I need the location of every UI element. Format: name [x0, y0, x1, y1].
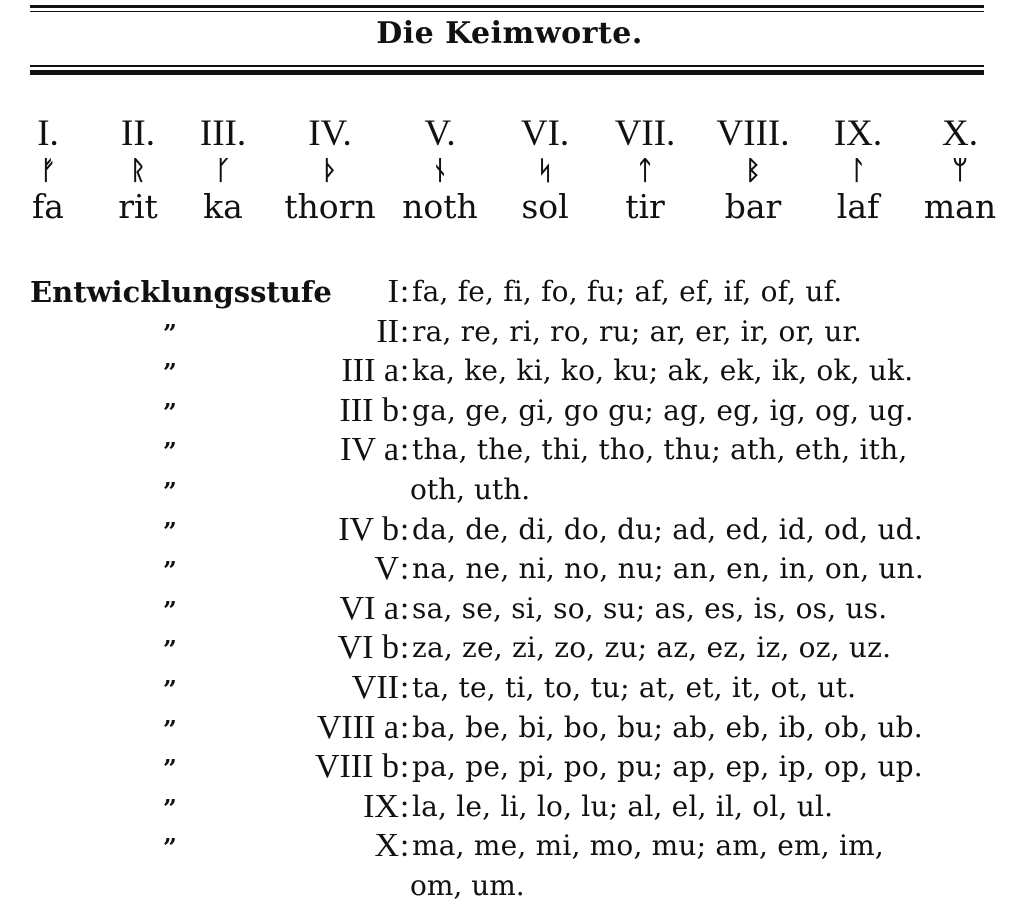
rune-column: [385, 112, 495, 228]
stage-number: VIII b: [314, 748, 399, 785]
stage-colon: :: [400, 710, 410, 746]
ditto-mark: ”: [163, 358, 177, 387]
rune-glyph: ᚠ: [40, 156, 56, 186]
stage-row: [0, 826, 1019, 866]
stage-row: [0, 351, 1019, 391]
ditto-mark: ”: [163, 398, 177, 427]
stage-syllables: ga, ge, gi, go gu; ag, eg, ig, og, ug.: [412, 394, 914, 427]
ditto-mark: ”: [163, 635, 177, 664]
rune-glyph: ᛚ: [850, 156, 866, 186]
rune-name: tir: [625, 187, 665, 226]
stage-number: I: [387, 273, 399, 310]
stage-syllables: fa, fe, fi, fo, fu; af, ef, if, of, uf.: [412, 275, 843, 308]
stage-colon: :: [400, 591, 410, 627]
ditto-mark: ”: [163, 319, 177, 348]
ditto-mark: ”: [163, 754, 177, 783]
stage-syllables: ka, ke, ki, ko, ku; ak, ek, ik, ok, uk.: [412, 354, 914, 387]
rune-numeral: II.: [121, 113, 155, 154]
rune-glyph: ᚾ: [432, 156, 448, 186]
stage-number: VI a: [339, 590, 399, 627]
rune-glyph: ᛏ: [637, 156, 653, 186]
stage-row: [0, 312, 1019, 352]
rune-glyph: ᚱ: [130, 156, 146, 186]
rune-numeral: I.: [37, 113, 59, 154]
stage-number: VIII a: [316, 709, 399, 746]
stage-syllables: ta, te, ti, to, tu; at, et, it, ot, ut.: [412, 671, 857, 704]
stage-number: X: [374, 827, 399, 864]
stage-row: [0, 549, 1019, 589]
stage-syllables: da, de, di, do, du; ad, ed, id, od, ud.: [412, 513, 923, 546]
rune-name: ka: [203, 187, 243, 226]
rune-name: thorn: [284, 187, 376, 226]
stage-syllables: la, le, li, lo, lu; al, el, il, ol, ul.: [412, 790, 834, 823]
ditto-mark: ”: [163, 437, 177, 466]
stage-colon: :: [400, 670, 410, 706]
rune-glyph: ᛘ: [952, 156, 968, 186]
stage-row: [0, 787, 1019, 827]
stage-syllables: ba, be, bi, bo, bu; ab, eb, ib, ob, ub.: [412, 711, 923, 744]
rune-numeral: IX.: [833, 113, 883, 154]
stage-syllables: ra, re, ri, ro, ru; ar, er, ir, or, ur.: [412, 315, 863, 348]
rune-glyph: ᚴ: [215, 156, 231, 186]
stage-row: [0, 668, 1019, 708]
stage-syllables: za, ze, zi, zo, zu; az, ez, iz, oz, uz.: [412, 631, 892, 664]
stage-row: [0, 708, 1019, 748]
rune-numeral: VIII.: [716, 113, 790, 154]
stage-syllables: sa, se, si, so, su; as, es, is, os, us.: [412, 592, 888, 625]
rune-name: sol: [521, 187, 569, 226]
rune-name: bar: [724, 187, 782, 226]
rune-column: [590, 112, 700, 228]
rune-column: [490, 112, 600, 228]
stage-syllables: ma, me, mi, mo, mu; am, em, im,: [412, 829, 884, 862]
stage-colon: :: [400, 432, 410, 468]
stage-colon: :: [400, 274, 410, 310]
rune-glyph: ᛋ: [537, 156, 553, 186]
stage-syllables-continuation: oth, uth.: [410, 473, 531, 506]
ditto-mark: ”: [163, 596, 177, 625]
rune-table: [28, 112, 997, 237]
rune-numeral: VI.: [520, 113, 570, 154]
top-rule-thin: [30, 11, 984, 12]
stage-syllables: tha, the, thi, tho, thu; ath, eth, ith,: [412, 433, 908, 466]
stage-number: III a: [341, 352, 399, 389]
stage-label: Entwicklungsstufe: [30, 275, 332, 309]
stage-row-continuation: [0, 866, 1019, 906]
stage-colon: :: [400, 630, 410, 666]
stage-colon: :: [400, 512, 410, 548]
rune-name: rit: [118, 187, 158, 226]
rune-column: [168, 112, 278, 228]
ditto-mark: ”: [163, 556, 177, 585]
stage-row: [0, 430, 1019, 470]
stage-syllables-continuation: om, um.: [410, 869, 525, 902]
stage-row: [0, 391, 1019, 431]
stage-row: [0, 589, 1019, 629]
stage-syllables: na, ne, ni, no, nu; an, en, in, on, un.: [412, 552, 924, 585]
rune-glyph: ᛒ: [745, 156, 761, 186]
rune-name: noth: [402, 187, 478, 226]
stage-colon: :: [400, 353, 410, 389]
stage-syllables: pa, pe, pi, po, pu; ap, ep, ip, op, up.: [412, 750, 923, 783]
stage-colon: :: [400, 314, 410, 350]
rune-column: [803, 112, 913, 228]
rune-numeral: III.: [199, 113, 247, 154]
title-rule-thick: [30, 70, 984, 75]
stage-number: III b: [339, 392, 399, 429]
ditto-mark: ”: [163, 675, 177, 704]
top-rule-thick: [30, 5, 984, 8]
stage-number: IV b: [338, 511, 399, 548]
stage-colon: :: [400, 789, 410, 825]
rune-name: laf: [836, 187, 880, 226]
stage-number: VI b: [337, 629, 399, 666]
rune-name: man: [923, 187, 997, 226]
page-title: Die Keimworte.: [376, 16, 643, 51]
stage-row: [0, 272, 1019, 312]
ditto-mark: ”: [163, 517, 177, 546]
stage-colon: :: [400, 551, 410, 587]
stage-number: IX: [363, 788, 399, 825]
title-rule-thin: [30, 65, 984, 67]
rune-numeral: IV.: [308, 113, 352, 154]
ditto-mark: ”: [163, 794, 177, 823]
stage-row: [0, 747, 1019, 787]
stage-number: VII: [351, 669, 399, 706]
stage-row: [0, 628, 1019, 668]
rune-column: [275, 112, 385, 228]
rune-numeral: VII.: [614, 113, 676, 154]
stage-colon: :: [400, 749, 410, 785]
rune-numeral: X.: [942, 113, 978, 154]
ditto-mark: ”: [163, 833, 177, 862]
stage-colon: :: [400, 828, 410, 864]
ditto-mark: ”: [163, 715, 177, 744]
rune-glyph: ᚦ: [322, 156, 338, 186]
stage-number: II: [376, 313, 399, 350]
ditto-mark: ”: [163, 477, 177, 506]
rune-column: [905, 112, 1015, 228]
stage-number: V: [374, 550, 399, 587]
rune-name: fa: [32, 187, 64, 226]
stage-row: [0, 510, 1019, 550]
stage-number: IV a: [340, 431, 399, 468]
stage-row-continuation: [0, 470, 1019, 510]
rune-column: [698, 112, 808, 228]
rune-numeral: V.: [424, 113, 456, 154]
stage-colon: :: [400, 393, 410, 429]
